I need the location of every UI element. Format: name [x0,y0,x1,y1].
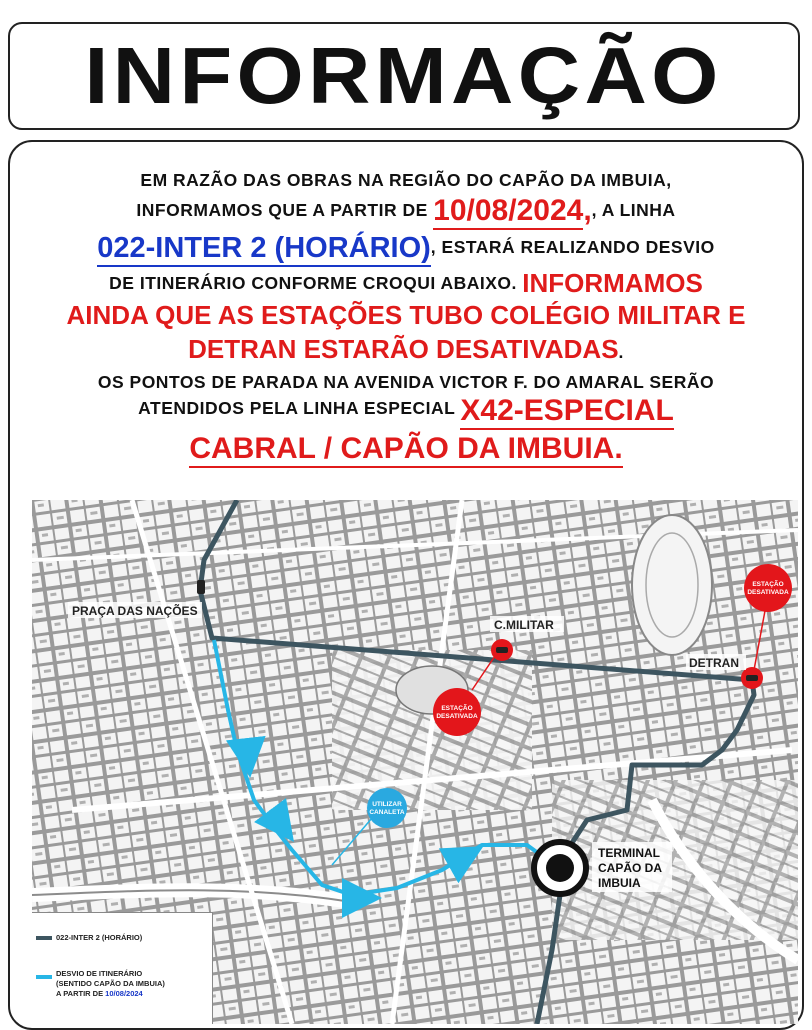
notice-line-2-text: INFORMAMOS QUE A PARTIR DE [136,200,434,220]
bus-icon [746,675,758,681]
bus-icon [197,580,205,594]
legend-route-swatch [36,936,52,940]
badge-text: ESTAÇÃO [752,581,784,588]
title-banner [8,22,800,130]
notice-line-4-emphasis: INFORMAMOS [522,268,703,298]
map-street-grid-district [552,780,798,940]
c-militar-label: C.MILITAR [494,618,554,632]
notice-line-7: OS PONTOS DE PARADA NA AVENIDA VICTOR F. DO AMARAL SERÃO [97,372,715,392]
notice-line-2 [0,194,812,228]
detour-direction-arrow [246,740,248,758]
bus-line-name: 022-INTER 2 (HORÁRIO) [97,232,431,267]
start-date: 10/08/2024 [433,194,583,230]
legend-detour-from-text: A PARTIR DE [56,989,106,998]
badge-text: DESATIVADA [436,713,478,720]
notice-line-2-comma: , [583,194,592,227]
terminal-label: TERMINAL [598,846,660,860]
legend-detour-label: DESVIO DE ITINERÁRIO [56,969,143,978]
disabled-station-badge [744,564,792,612]
badge-text: ESTAÇÃO [441,705,473,712]
legend-detour-date: 10/08/2024 [105,989,143,998]
legend-detour-swatch [36,975,52,979]
terminal-label: IMBUIA [598,876,641,890]
notice-line-4 [0,268,812,299]
map-racetrack [632,515,712,655]
route-map [32,500,798,1024]
page-title: INFORMAÇÃO [84,31,724,120]
notice-line-6-period: . [618,342,624,362]
praca-das-nacoes-label: PRAÇA DAS NAÇÕES [72,604,198,618]
badge-text: DESATIVADA [747,589,789,596]
disabled-station-badge [433,688,481,736]
notice-line-8-text: ATENDIDOS PELA LINHA ESPECIAL [138,398,461,418]
legend-detour-from [56,989,143,999]
special-line-name: X42-ESPECIAL [460,394,673,430]
notice-line-5: AINDA QUE AS ESTAÇÕES TUBO COLÉGIO MILITAR E [66,300,746,330]
notice-line-1: EM RAZÃO DAS OBRAS NA REGIÃO DO CAPÃO DA IMBUIA, [140,170,672,190]
notice-line-6 [0,334,812,365]
notice-line-9 [0,432,812,466]
terminal-marker-core [546,854,574,882]
detran-label: DETRAN [689,656,739,670]
notice-line-4-text: DE ITINERÁRIO CONFORME CROQUI ABAIXO. [109,273,523,293]
special-line-route: CABRAL / CAPÃO DA IMBUIA. [189,432,622,468]
badge-text: UTILIZAR [372,801,402,808]
legend-detour-direction: (SENTIDO CAPÃO DA IMBUIA) [56,979,165,988]
map-legend [32,912,213,1024]
legend-route-label: 022-INTER 2 (HORÁRIO) [56,933,143,942]
terminal-label: CAPÃO DA [598,861,663,875]
notice-line-6-text: DETRAN ESTARÃO DESATIVADAS [188,334,619,364]
bus-icon [496,647,508,653]
canaleta-badge [367,788,407,828]
notice-line-2-end: , A LINHA [591,200,676,220]
badge-text: CANALETA [369,809,405,816]
notice-line-8 [0,394,812,428]
notice-line-3 [0,232,812,265]
notice-line-3-text: , ESTARÁ REALIZANDO DESVIO [430,237,715,257]
